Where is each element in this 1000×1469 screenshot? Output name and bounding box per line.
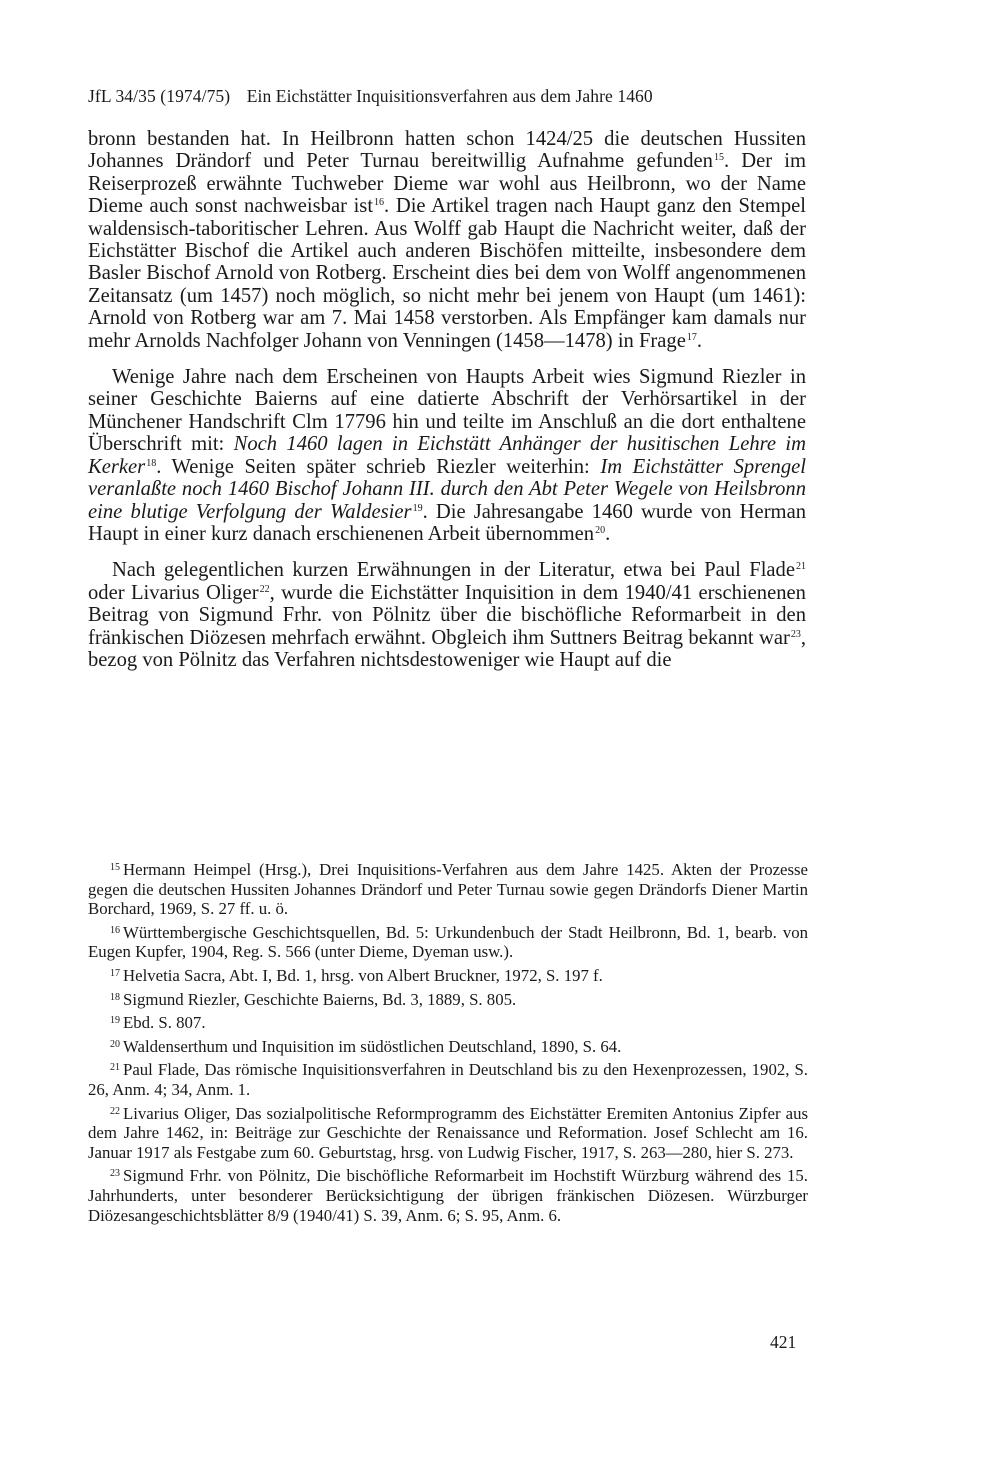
footnote-ref: 22 bbox=[259, 583, 270, 595]
running-header bbox=[88, 86, 812, 107]
footnote-19 bbox=[88, 1013, 808, 1033]
text-run: . bbox=[696, 329, 703, 352]
footnote-ref: 20 bbox=[595, 524, 606, 536]
footnote-18 bbox=[88, 990, 808, 1010]
article-title: Ein Eichstätter Inquisitionsverfahren aus dem Jahre 1460 bbox=[246, 86, 653, 106]
footnote-ref: 16 bbox=[374, 197, 385, 209]
italic-quote: Noch 1460 lagen in Eichstätt Anhänger der husitischen Lehre im Kerker bbox=[88, 433, 806, 478]
footnote-17 bbox=[88, 966, 808, 986]
footnote-text: Helvetia Sacra, Abt. I, Bd. 1, hrsg. von Albert Bruckner, 1972, S. 197 f. bbox=[123, 965, 603, 985]
footnote-number: 19 bbox=[110, 1015, 120, 1027]
text-run: Nach gelegentlichen kurzen Erwähnungen in der Literatur, etwa bei Paul Flade bbox=[112, 559, 795, 582]
paragraph-3 bbox=[88, 559, 806, 671]
footnote-number: 16 bbox=[110, 924, 120, 936]
footnote-text: Sigmund Riezler, Geschichte Baierns, Bd. 3, 1889, S. 805. bbox=[123, 989, 517, 1009]
paragraph-2 bbox=[88, 366, 806, 545]
text-run: , bezog von Pölnitz das Verfahren nichtsdestoweniger wie Haupt auf die bbox=[88, 626, 806, 671]
footnote-number: 22 bbox=[110, 1105, 120, 1117]
footnote-number: 21 bbox=[110, 1062, 120, 1074]
footnote-22 bbox=[88, 1104, 808, 1163]
footnote-text: Württembergische Geschichtsquellen, Bd. 5: Urkundenbuch der Stadt Heilbronn, Bd. 1, bearb. von Eugen Kupfer, 1904, Reg. S. 566 (unter Dieme, Dyeman usw.). bbox=[88, 922, 808, 962]
footnote-ref: 17 bbox=[686, 331, 697, 343]
text-run: . bbox=[605, 522, 611, 545]
footnote-20 bbox=[88, 1037, 808, 1057]
text-run: . Die Jahresangabe 1460 wurde von Herman Haupt in einer kurz danach erschienenen Arbeit übernommen bbox=[88, 500, 807, 545]
footnote-ref: 23 bbox=[790, 628, 801, 640]
footnote-number: 23 bbox=[110, 1168, 120, 1180]
paragraph-1 bbox=[88, 128, 806, 352]
text-run: . Der im Reiserprozeß erwähnte Tuchweber Dieme war wohl aus Heilbronn, wo der Name Dieme auch sonst nachweisbar ist bbox=[88, 150, 806, 218]
page-number: 421 bbox=[770, 1332, 797, 1352]
footnote-15 bbox=[88, 860, 808, 919]
footnote-text: Ebd. S. 807. bbox=[123, 1013, 206, 1033]
footnote-number: 17 bbox=[110, 967, 120, 979]
footnotes bbox=[88, 860, 808, 1229]
footnote-number: 20 bbox=[110, 1038, 120, 1050]
text-run: oder Livarius Oliger bbox=[88, 581, 259, 604]
footnote-text: Livarius Oliger, Das sozialpolitische Reformprogramm des Eichstätter Eremiten Antonius Zipfer aus dem Jahre 1462, in: Beiträge zur Geschichte der Renaissance und Reformation. Josef Schlecht am 16. Januar 1917 als Festgabe zum 60. Geburtstag, hrsg. von Ludwig Fischer, 1917, S. 263—280, hier S. 273. bbox=[88, 1103, 808, 1162]
footnote-text: Sigmund Frhr. von Pölnitz, Die bischöfliche Reformarbeit im Hochstift Würzburg während des 15. Jahrhunderts, unter besonderer Berücksichtigung der übrigen fränkischen Diözesen. Würzburger Diözesangeschichtsblätter 8/9 (1940/41) S. 39, Anm. 6; S. 95, Anm. 6. bbox=[88, 1166, 808, 1225]
footnote-text: Paul Flade, Das römische Inquisitionsverfahren in Deutschland bis zu den Hexenprozessen, 1902, S. 26, Anm. 4; 34, Anm. 1. bbox=[88, 1060, 808, 1099]
text-run: . Die Artikel tragen nach Haupt ganz den Stempel waldensisch-taboritischer Lehren. Aus Wolff gab Haupt die Nachricht weiter, daß der Eichstätter Bischof die Artikel auch anderen Bischöfen mitteilte, insbesondere dem Basler Bischof Arnold von Rotberg. Erscheint dies bei dem von Wolff angenommenen Zeitansatz (um 1457) noch möglich, so nicht mehr bei jenem von Haupt (um 1461): Arnold von Rotberg war am 7. Mai 1458 verstorben. Als Empfänger kam damals nur mehr Arnolds Nachfolger Johann von Venningen (1458—1478) in Frage bbox=[88, 195, 806, 352]
footnote-23 bbox=[88, 1166, 808, 1225]
italic-quote: Im Eichstätter Sprengel veranlaßte noch 1460 Bischof Johann III. durch den Abt Peter Wegele von Heilsbronn eine blutige Verfolgung der Waldesier bbox=[88, 455, 807, 523]
footnote-21 bbox=[88, 1060, 808, 1099]
footnote-text: Hermann Heimpel (Hrsg.), Drei Inquisitions-Verfahren aus dem Jahre 1425. Akten der Prozesse gegen die deutschen Hussiten Johannes Drändorf und Peter Turnau sowie gegen Drändorfs Diener Martin Borchard, 1969, S. 27 ff. u. ö. bbox=[88, 860, 808, 919]
footnote-number: 18 bbox=[110, 991, 120, 1003]
footnote-number: 15 bbox=[110, 862, 120, 873]
journal-reference: JfL 34/35 (1974/75) bbox=[88, 86, 231, 106]
text-run: . Wenige Seiten später schrieb Riezler weiterhin: bbox=[156, 455, 601, 478]
footnote-16 bbox=[88, 923, 808, 962]
footnote-ref: 19 bbox=[412, 502, 423, 514]
footnote-text: Waldenserthum und Inquisition im südöstlichen Deutschland, 1890, S. 64. bbox=[123, 1036, 622, 1056]
text-run: , wurde die Eichstätter Inquisition in dem 1940/41 erschienenen Beitrag von Sigmund Frhr. von Pölnitz über die bischöfliche Reformarbeit in den fränkischen Diözesen mehrfach erwähnt. Obgleich ihm Suttners Beitrag bekannt war bbox=[88, 581, 806, 649]
footnote-ref: 15 bbox=[713, 152, 724, 164]
text-run: Wenige Jahre nach dem Erscheinen von Haupts Arbeit wies Sigmund Riezler in seiner Geschichte Baierns auf eine datierte Abschrift der Verhörsartikel in der Münchener Handschrift Clm 17796 hin und teilte im Anschluß an die dort enthaltene Überschrift mit: bbox=[88, 366, 806, 456]
footnote-ref: 18 bbox=[146, 457, 157, 469]
footnote-ref: 21 bbox=[796, 561, 806, 573]
text-run: bronn bestanden hat. In Heilbronn hatten schon 1424/25 die deutschen Hussiten Johannes Drändorf und Peter Turnau bereitwillig Aufnahme gefunden bbox=[88, 128, 806, 173]
main-text bbox=[88, 128, 806, 671]
